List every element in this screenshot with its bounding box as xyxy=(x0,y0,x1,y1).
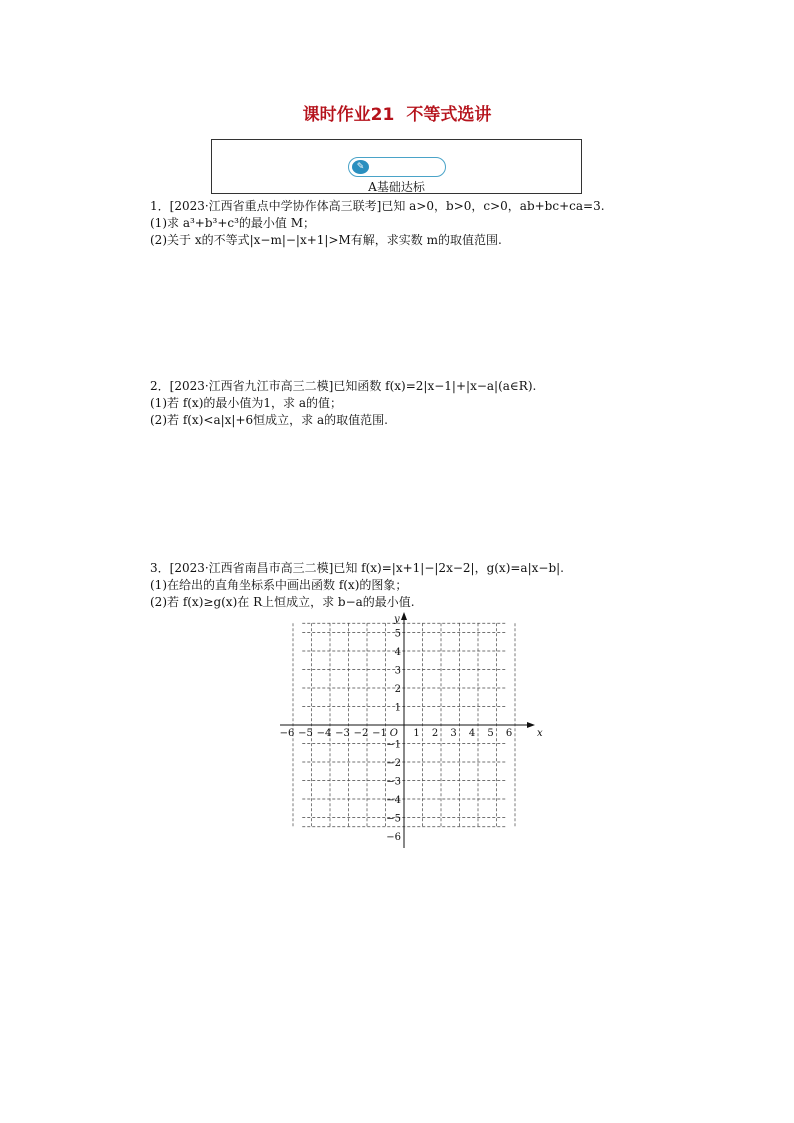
x-tick-label: −4 xyxy=(316,728,332,739)
question-part: (1)若 f(x)的最小值为1，求 a的值； xyxy=(150,396,342,410)
question-part: (2)关于 x的不等式|x−m|−|x+1|>M有解，求实数 m的取值范围. xyxy=(150,233,502,247)
x-tick-label: 3 xyxy=(450,728,457,739)
x-tick-label: 4 xyxy=(468,728,476,739)
y-tick-label: 2 xyxy=(394,684,401,695)
y-tick-label: −1 xyxy=(386,739,401,751)
title-main: 课时作业21 xyxy=(302,105,395,125)
page-title xyxy=(0,100,794,125)
x-tick-label: 2 xyxy=(431,728,439,739)
x-tick-label: 5 xyxy=(487,728,494,739)
section-banner xyxy=(211,139,582,194)
y-axis-arrow xyxy=(401,612,407,620)
section-label: A基础达标 xyxy=(368,180,425,194)
y-tick-label: 3 xyxy=(394,665,401,677)
title-topic: 不等式选讲 xyxy=(406,105,492,125)
coordinate-grid-svg xyxy=(278,610,548,855)
x-tick-label: −5 xyxy=(298,728,313,739)
x-tick-label: −1 xyxy=(372,728,387,739)
x-axis-label: x xyxy=(537,728,543,739)
y-tick-label: −3 xyxy=(386,776,401,788)
x-tick-label: −3 xyxy=(335,728,350,739)
y-tick-label: 1 xyxy=(394,702,401,714)
question-stem: 3．[2023·江西省南昌市高三二模]已知 f(x)=|x+1|−|2x−2|，g(x)=a|x−b|. xyxy=(150,561,564,575)
question-stem: 2．[2023·江西省九江市高三二模]已知函数 f(x)=2|x−1|+|x−a|(a∈R). xyxy=(150,379,537,393)
y-tick-label: −5 xyxy=(386,813,401,825)
question-3 xyxy=(150,560,564,611)
y-tick-label: −4 xyxy=(386,795,401,806)
x-tick-label: −6 xyxy=(279,728,295,739)
y-tick-label: −6 xyxy=(386,832,401,843)
question-part: (1)在给出的直角坐标系中画出函数 f(x)的图象； xyxy=(150,578,408,592)
y-tick-label: 5 xyxy=(394,628,401,640)
coordinate-grid xyxy=(278,610,548,859)
question-part: (1)求 a³+b³+c³的最小值 M； xyxy=(150,216,316,230)
section-pill xyxy=(348,157,446,177)
origin-label: O xyxy=(389,728,398,739)
question-1 xyxy=(150,198,605,249)
question-part: (2)若 f(x)≥g(x)在 R上恒成立，求 b−a的最小值. xyxy=(150,595,415,609)
question-2 xyxy=(150,378,536,429)
question-stem: 1．[2023·江西省重点中学协作体高三联考]已知 a>0，b>0，c>0，ab+bc+ca=3. xyxy=(150,199,605,213)
question-part: (2)若 f(x)<a|x|+6恒成立，求 a的取值范围. xyxy=(150,413,388,427)
x-tick-label: −2 xyxy=(353,728,369,739)
x-axis-arrow xyxy=(527,722,535,728)
pencil-icon: ✎ xyxy=(352,160,369,174)
x-tick-label: 6 xyxy=(505,728,513,739)
y-axis-label: y xyxy=(394,614,400,625)
x-tick-label: 1 xyxy=(413,728,420,739)
y-tick-label: −2 xyxy=(386,758,401,769)
y-tick-label: 4 xyxy=(394,647,401,658)
